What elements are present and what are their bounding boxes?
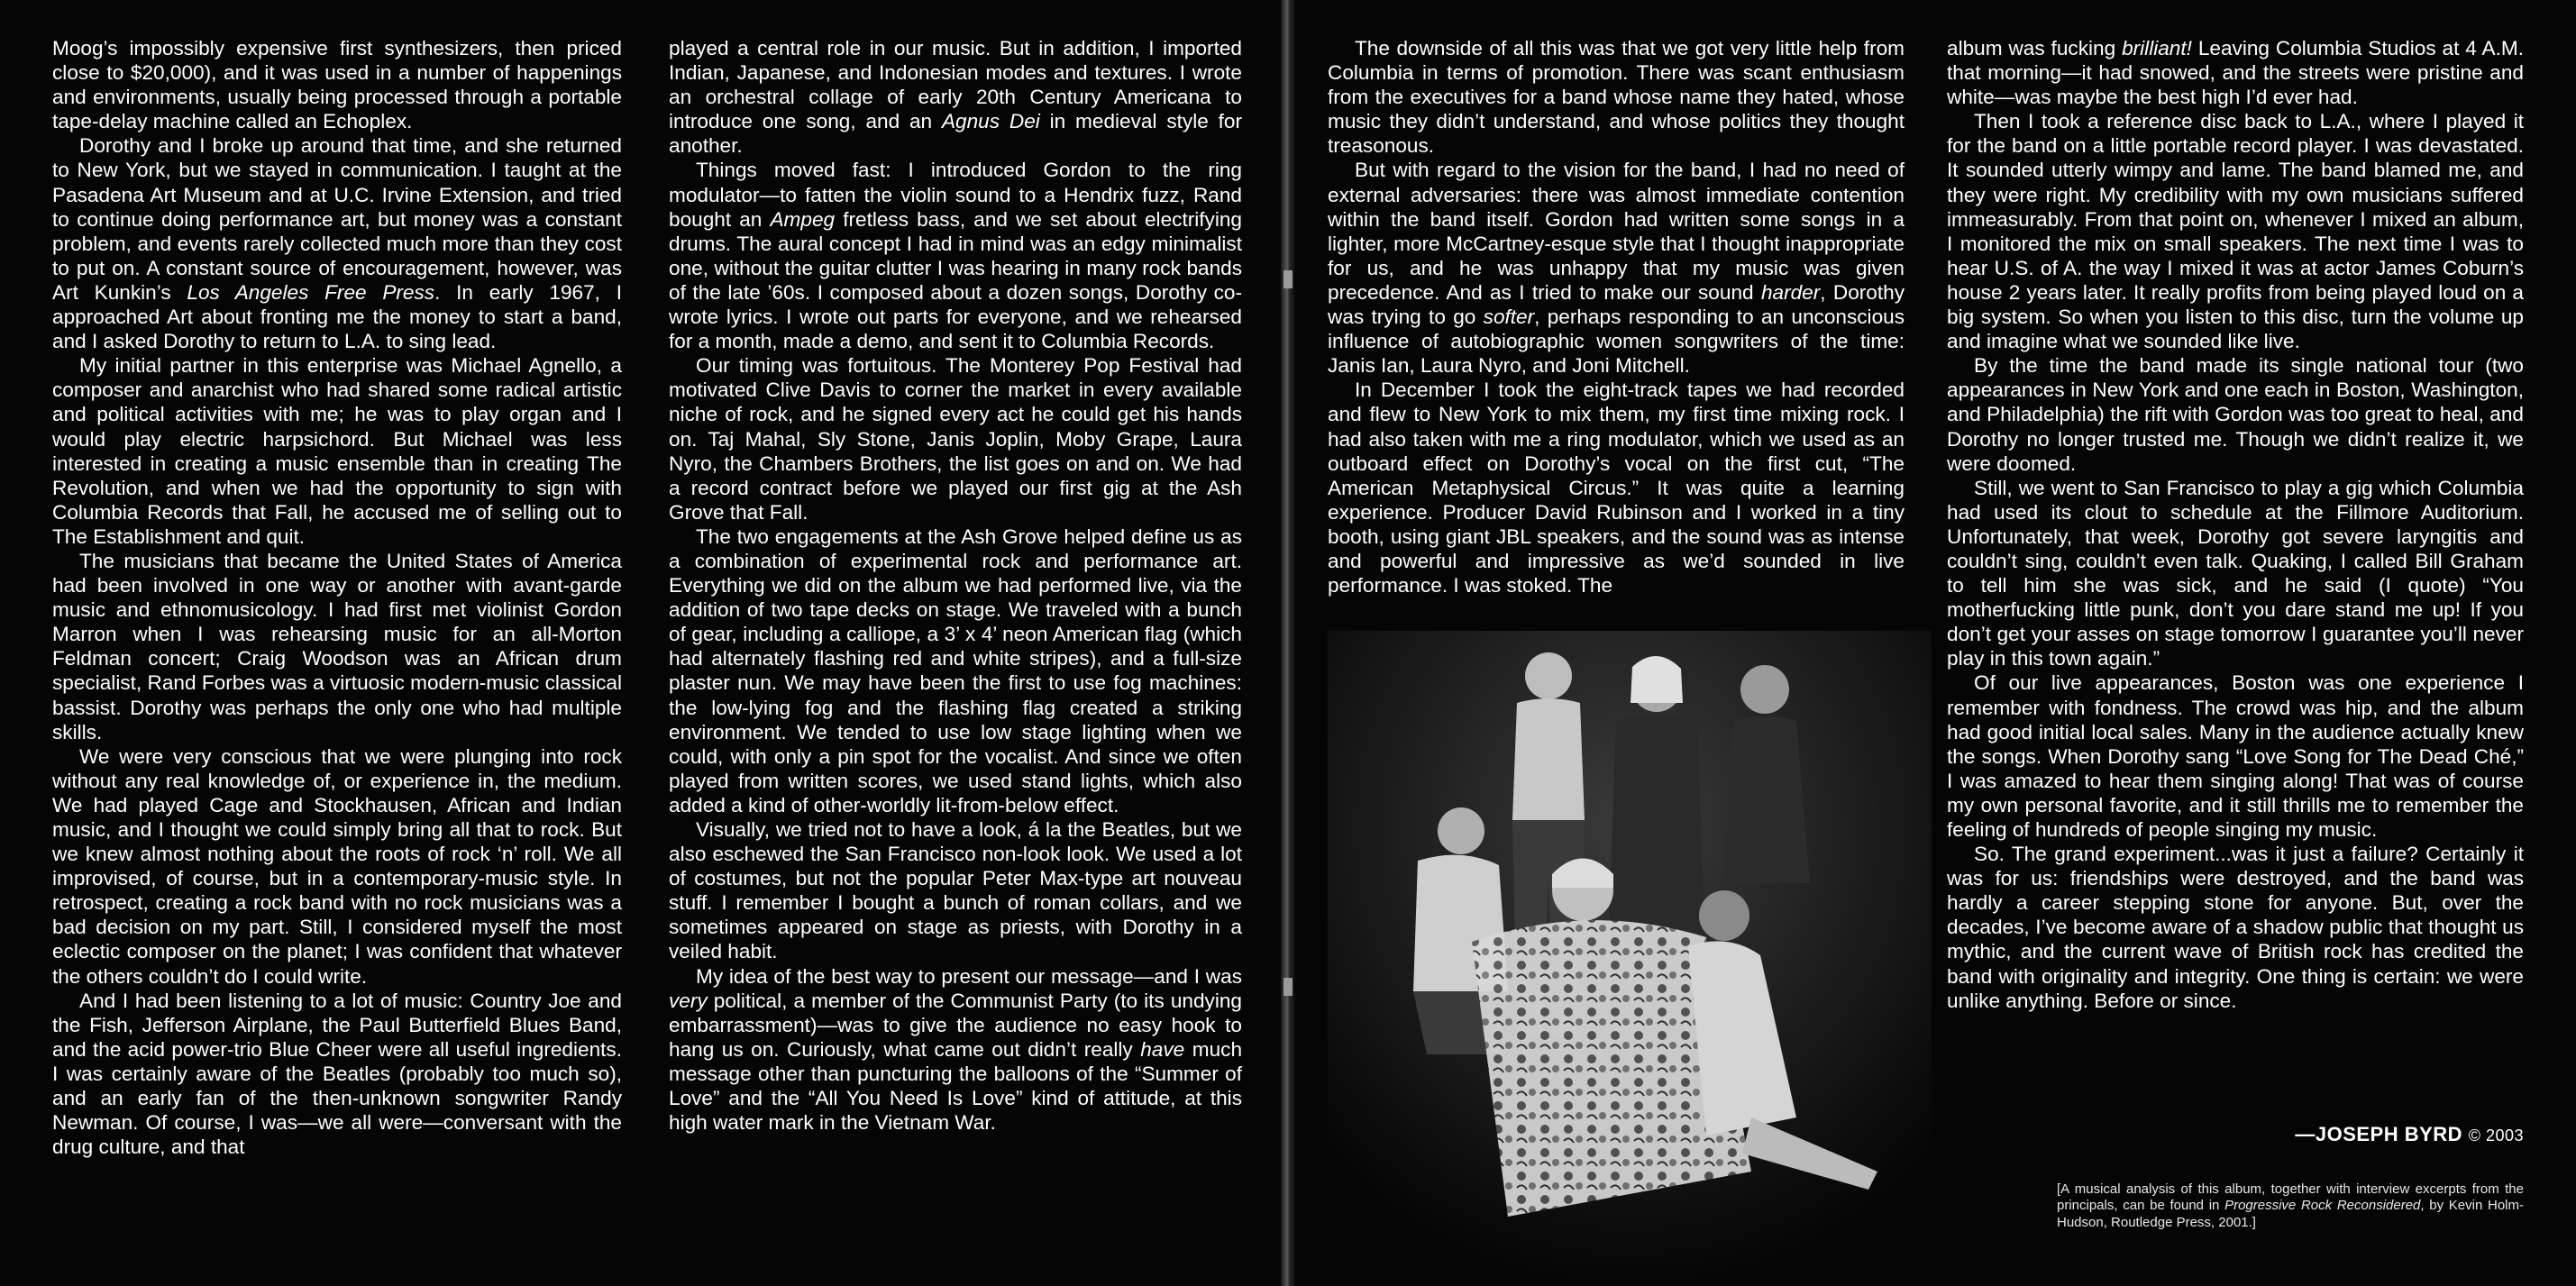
column-3 [1328,36,1905,597]
paragraph: played a central role in our music. But in addition, I imported Indian, Japanese, and Indonesian modes and textures. I wrote an orchestral collage of early 20th Century Americana to introduce one song, and an Agnus Dei in medieval style for another. [669,37,1242,158]
paragraph: Things moved fast: I introduced Gordon to the ring modulator—to fatten the violin sound to a Hendrix fuzz, Rand bought an Ampeg fretless bass, and we set about electrifying drums. The aural concept I had in mind was an edgy minimalist one, without the guitar clutter I was hearing in many rock bands of the late ’60s. I composed about a dozen songs, Dorothy co-wrote lyrics. I wrote out parts for everyone, and we rehearsed for a month, made a demo, and sent it to Columbia Records. [669,159,1242,353]
paragraph: My initial partner in this enterprise was Michael Agnello, a composer and anarchist who had shared some radical artistic and political activities with me; he was to play organ and I would play electric harpsichord. But Michael was less interested in creating a music ensemble than in creating The Revolution, and when we had the opportunity to sign with Columbia Records that Fall, he accused me of selling out to The Establishment and quit. [52,354,622,548]
paragraph: In December I took the eight-track tapes we had recorded and flew to New York to mix them, my first time mixing rock. I had also taken with me a ring modulator, which we used as an outboard effect on Dorothy’s vocal on the first cut, “The American Metaphysical Circus.” It was quite a learning experience. Producer David Rubinson and I worked in a tiny booth, using giant JBL speakers, and the sound was as intense and powerful and impressive as we’d sounded in live performance. I was stoked. The [1328,379,1905,597]
band-photo [1328,631,1932,1286]
left-page [0,0,1281,1286]
seated-person-center [1552,859,1613,922]
book-fold [1281,0,1295,1286]
paragraph: My idea of the best way to present our message—and I was very political, a member of the Communist Party (to its undying embarrassment)—was to give the audience no easy hook to hang us on. Curiously, what came out didn’t really have much message other than puncturing the balloons of the “Summer of Love” and the “All You Need Is Love” kind of attitude, at this high water mark in the Vietnam War. [669,964,1243,1135]
paragraph: The musicians that became the United States of America had been involved in one way or another with avant-garde music and ethnomusicology. I had first met violinist Gordon Marron when I was rehearsing music for an all-Morton Feldman concert; Craig Woodson was an African drum specialist, Rand Forbes was a virtuosic modern-music classical bassist. Dorothy was perhaps the only one who had multiple skills. [52,549,622,743]
paragraph: Dorothy and I broke up around that time, and she returned to New York, but we stayed in communication. I taught at the Pasadena Art Museum and at U.C. Irvine Extension, and tried to continue doing performance art, but money was a constant problem, and events rarely collected much more than they cost to put on. A constant source of encouragement, however, was Art Kunkin’s Los Angeles Free Press. In early 1967, I approached Art about fronting me the money to start a band, and I asked Dorothy to return to L.A. to sing lead. [52,134,622,353]
paragraph: Still, we went to San Francisco to play a gig which Columbia had used its clout to schedule at the Fillmore Auditorium. Unfortunately, that week, Dorothy got severe laryngitis and couldn’t sing, couldn’t even talk. Quaking, I called Bill Graham to tell him she was sick, and he said (I quote) “You motherfucking little punk, don’t you dare stand me up! If you don’t get your asses on stage tomorrow I guarantee you’ll never play in this town again.” [1947,476,2524,670]
paragraph: But with regard to the vision for the band, I had no need of external adversaries: there was almost immediate contention within the band itself. Gordon had written some songs in a lighter, more McCartney-esque style that I thought inappropriate for us, and he was unhappy that my music was given precedence. And as I tried to make our sound harder, Dorothy was trying to go softer, perhaps responding to an unconscious influence of autobiographic women songwriters of the time: Janis Ian, Laura Nyro, and Joni Mitchell. [1328,159,1905,378]
footnote: [A musical analysis of this album, together with interview excerpts from the principals, can be found in Progressive Rock Reconsidered, by Kevin Holm-Hudson, Routledge Press, 2001.] [2057,1181,2524,1230]
fold-mark [1283,270,1293,288]
paragraph: Then I took a reference disc back to L.A., where I played it for the band on a little portable record player. I was devastated. It sounded utterly wimpy and lame. The band blamed me, and they were right. My credibility with my own musicians suffered immeasurably. From that point on, whenever I mixed an album, I monitored the mix on small speakers. The next time I was to hear U.S. of A. the way I mixed it was at actor James Coburn’s house 2 years later. It really profits from being played loud on a big system. So when you listen to this disc, turn the volume up and imagine what we sounded like live. [1947,110,2524,353]
paragraph: Our timing was fortuitous. The Monterey Pop Festival had motivated Clive Davis to corner the market in every available niche of rock, and he signed every act he could get his hands on. Taj Mahal, Sly Stone, Janis Joplin, Moby Grape, Laura Nyro, the Chambers Brothers, the list goes on and on. We had a record contract before we played our first gig at the Ash Grove that Fall. [669,354,1242,524]
paragraph: Moog’s impossibly expensive first synthesizers, then priced close to $20,000), and it was used in a number of happenings and environments, usually being processed through a portable tape-delay machine called an Echoplex. [52,37,622,133]
copyright: © 2003 [2468,1126,2524,1145]
fold-mark [1283,978,1293,996]
paragraph: We were very conscious that we were plunging into rock without any real knowledge of, or experience in, the medium. We had played Cage and Stockhausen, African and Indian music, and I thought we could simply bring all that to rock. But we knew almost nothing about the roots of rock ‘n’ roll. We all improvised, of course, but in a contemporary-music style. In retrospect, creating a rock band with no rock musicians was a bad decision on my part. Still, I considered myself the most eclectic composer on the planet; I was confident that whatever the others couldn’t do I could write. [52,744,622,988]
paragraph: By the time the band made its single national tour (two appearances in New York and one each in Boston, Washington, and Philadelphia) the rift with Gordon was too great to heal, and Dorothy no longer trusted me. Though we didn’t realize it, we were doomed. [1947,354,2524,475]
author-name: —JOSEPH BYRD [2295,1123,2463,1145]
paragraph: Visually, we tried not to have a look, á la the Beatles, but we also eschewed the San Francisco non-look look. We used a lot of costumes, but not the popular Peter Max-type art nouveau stuff. I remember I bought a bunch of roman collars, and we sometimes appeared on stage as priests, with Dorothy in a veiled habit. [669,818,1242,963]
column-4 [1947,36,2524,1013]
paragraph: And I had been listening to a lot of music: Country Joe and the Fish, Jefferson Airplane, the Paul Butterfield Blues Band, and the acid power-trio Blue Cheer were all useful ingredients. I was certainly aware of the Beatles (probably too much so), and an early fan of the then-unknown songwriter Randy Newman. Of course, I was—we all were—conversant with the drug culture, and that [52,989,622,1159]
paragraph: So. The grand experiment...was it just a failure? Certainly it was for us: friendships were destroyed, and the band was hardly a career stepping stone for anyone. But, over the decades, I’ve become aware of a shadow public that thought us mythic, and the current wave of British rock has credited the band with originality and integrity. One thing is certain: we were unlike anything. Before or since. [1947,843,2524,1012]
paragraph: album was fucking brilliant! Leaving Columbia Studios at 4 A.M. that morning—it had snowed, and the streets were pristine and white—was maybe the best high I’d ever had. [1947,37,2524,109]
paragraph: Of our live appearances, Boston was one experience I remember with fondness. The crowd was hip, and the album had good initial local sales. Many in the audience actually knew the songs. When Dorothy sang “Love Song for The Dead Ché,” I was amazed to hear them singing along! That was of course my own personal favorite, and it still thrills me to remember the feeling of hundreds of people singing my music. [1947,671,2524,841]
column-1 [52,36,622,1159]
italic-title: Los Angeles Free Press [187,280,435,304]
paragraph: The downside of all this was that we got very little help from Columbia in terms of promotion. There was scant enthusiasm from the executives for a band whose name they hated, whose music they didn’t understand, and whose politics they thought treasonous. [1328,37,1905,158]
author-signature [1947,1123,2524,1146]
paragraph: The two engagements at the Ash Grove helped define us as a combination of experimental rock and performance art. Everything we did on the album we had performed live, via the addition of two tape decks on stage. We traveled with a bunch of gear, including a calliope, a 3’ x 4’ neon American flag (which had alternately flashing red and white stripes), and a full-size plaster nun. We may have been the first to use fog machines: the low-lying fog and the flashing flag created a striking environment. We tended to use low stage lighting when we could, with only a pin spot for the vocalist. And since we often played from written scores, we used stand lights, which also added a kind of other-worldly lit-from-below effect. [669,524,1242,816]
book-title: Progressive Rock Reconsidered [2224,1198,2421,1214]
column-2 [669,36,1242,1135]
